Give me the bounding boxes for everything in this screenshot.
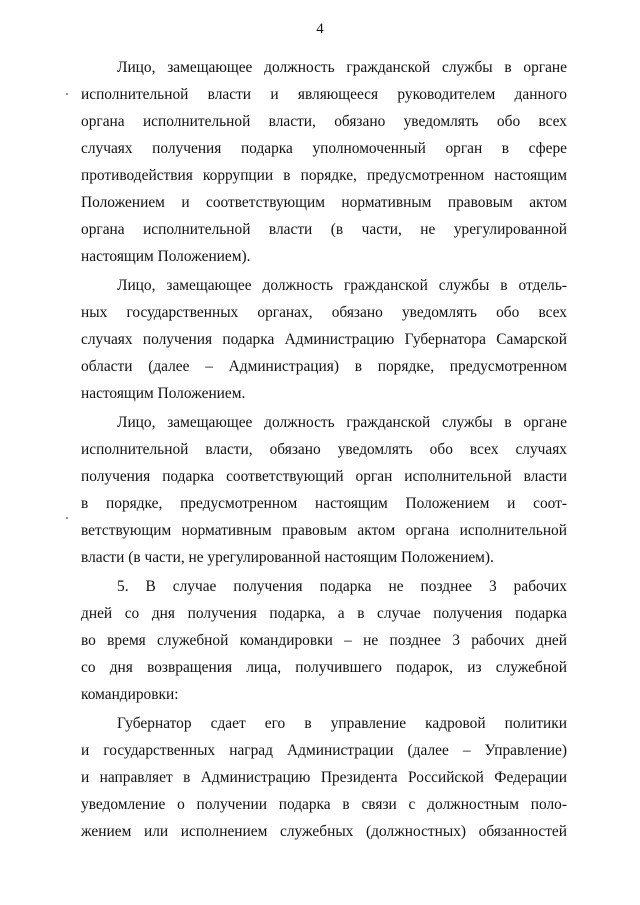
scan-speck <box>66 517 68 519</box>
text-line: настоящим Положением). <box>81 248 251 265</box>
scan-speck <box>66 93 68 95</box>
text-line: исполнительной власти и являющееся руководителем данного <box>81 86 567 103</box>
paragraph-3 <box>81 409 567 571</box>
text-line: и государственных наград Администрации (далее – Управление) <box>81 742 567 759</box>
document-body <box>81 54 567 845</box>
text-line: и направляет в Администрацию Президента Российской Федерации <box>81 769 567 786</box>
text-line: командировки: <box>81 686 179 703</box>
text-line: органа исполнительной власти (в части, не урегулированной <box>81 221 567 238</box>
text-line: получения подарка соответствующий орган исполнительной власти <box>81 468 567 485</box>
text-line: уведомление о получении подарка в связи с должностным поло- <box>81 796 567 813</box>
text-line: власти (в части, не урегулированной настоящим Положением). <box>81 549 494 566</box>
text-line: случаях получения подарка уполномоченный орган в сфере <box>81 140 567 157</box>
text-line: Лицо, замещающее должность гражданской службы в органе <box>117 414 567 431</box>
paragraph-2 <box>81 272 567 407</box>
text-line: исполнительной власти, обязано уведомлять обо всех случаях <box>81 441 567 458</box>
text-line: ных государственных органах, обязано уведомлять обо всех <box>81 304 567 321</box>
page-number: 4 <box>316 21 324 37</box>
text-line: во время служебной командировки – не позднее 3 рабочих дней <box>81 632 567 649</box>
text-line: жением или исполнением служебных (должностных) обязанностей <box>81 823 567 840</box>
text-line: случаях получения подарка Администрацию Губернатора Самарской <box>81 331 567 348</box>
text-line: со дня возвращения лица, получившего подарок, из служебной <box>81 659 567 676</box>
text-line: Лицо, замещающее должность гражданской службы в органе <box>117 59 567 76</box>
text-line: противодействия коррупции в порядке, предусмотренном настоящим <box>81 167 567 184</box>
text-line: настоящим Положением. <box>81 385 246 402</box>
text-line: области (далее – Администрация) в порядке, предусмотренном <box>81 358 567 375</box>
text-line: 5. В случае получения подарка не позднее 3 рабочих <box>117 578 567 595</box>
paragraph-1 <box>81 54 567 270</box>
paragraph-5 <box>81 710 567 845</box>
text-line: ветствующим нормативным правовым актом органа исполнительной <box>81 522 567 539</box>
text-line: в порядке, предусмотренном настоящим Положением и соот- <box>81 495 567 512</box>
text-line: Положением и соответствующим нормативным правовым актом <box>81 194 567 211</box>
text-line: Лицо, замещающее должность гражданской службы в отдель- <box>117 277 567 294</box>
text-line: органа исполнительной власти, обязано уведомлять обо всех <box>81 113 567 130</box>
text-line: дней со дня получения подарка, а в случае получения подарка <box>81 605 567 622</box>
text-line: Губернатор сдает его в управление кадровой политики <box>117 715 567 732</box>
paragraph-4 <box>81 573 567 708</box>
